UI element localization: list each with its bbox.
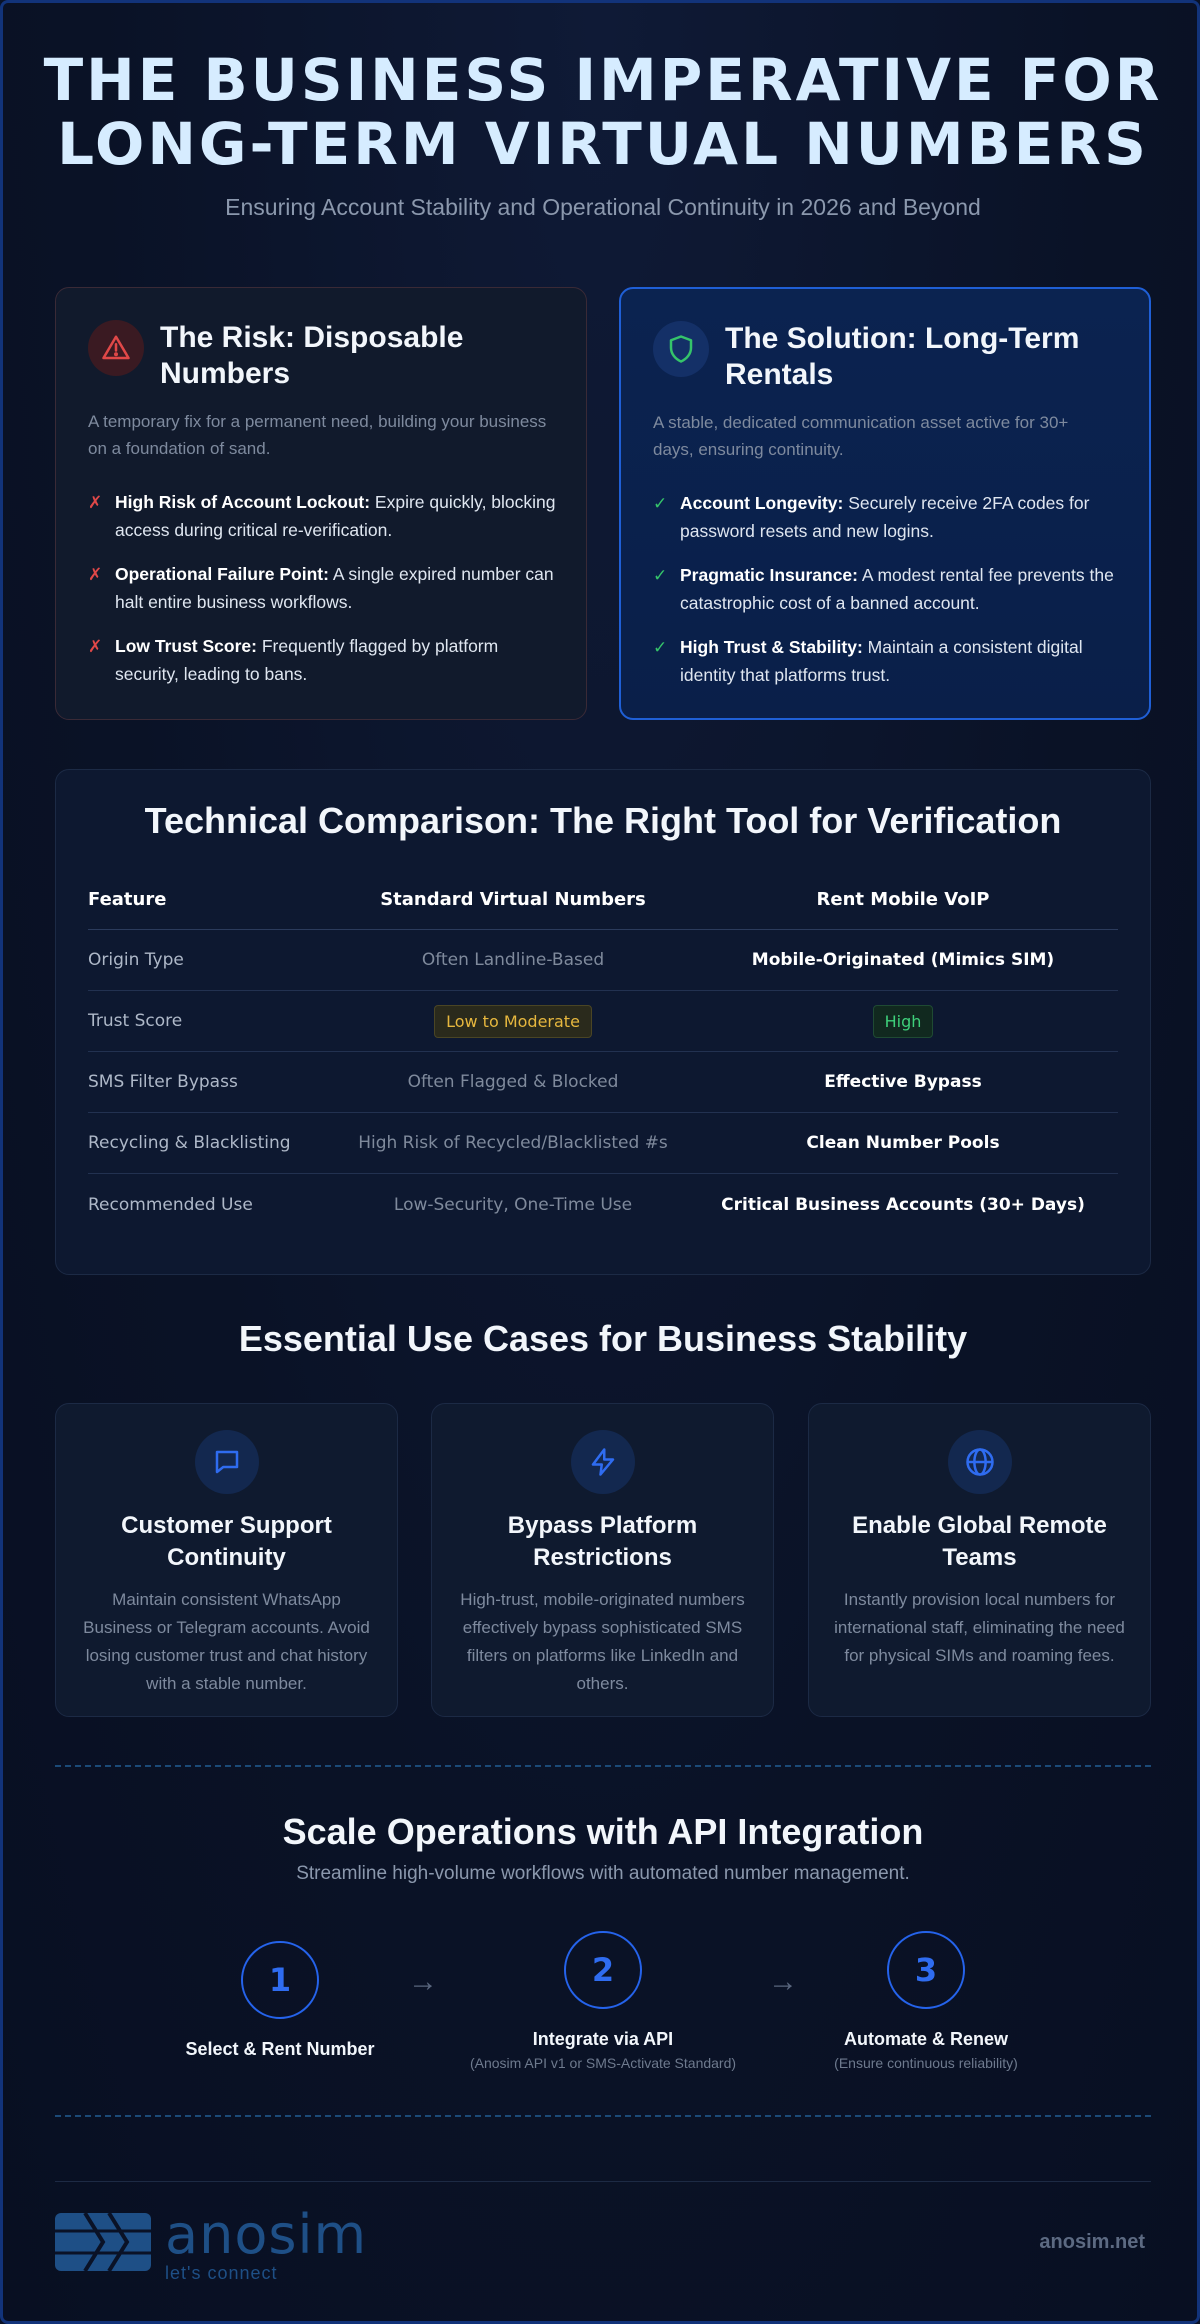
use-case-text: Instantly provision local numbers for international staff, eliminating the need for physical SIMs and roaming fees. [834, 1590, 1125, 1665]
cell-feature: Recommended Use [88, 1194, 253, 1215]
chat-bubble-icon [195, 1430, 259, 1494]
check-mark-icon: ✓ [653, 638, 668, 657]
step-label: Integrate via API [532, 2029, 674, 2049]
table-row [88, 1174, 1118, 1235]
api-step [443, 1931, 763, 2071]
use-case-card [55, 1403, 398, 1717]
step-number: 1 [241, 1941, 319, 2019]
solution-card [619, 287, 1151, 720]
page-subtitle: Ensuring Account Stability and Operational Continuity in 2026 and Beyond [225, 194, 981, 220]
logo-mark-icon [55, 2211, 151, 2273]
cell-rent [688, 1005, 1118, 1038]
cell-rent: Clean Number Pools [806, 1133, 1000, 1153]
x-mark-icon: ✗ [88, 565, 103, 584]
arrow-right-icon: → [768, 1965, 798, 1998]
use-cases-title: Essential Use Cases for Business Stability [238, 1318, 968, 1359]
x-mark-icon: ✗ [88, 637, 103, 656]
check-mark-icon: ✓ [653, 494, 668, 513]
use-case-text: High-trust, mobile-originated numbers effectively bypass sophisticated SMS filters on platforms like LinkedIn and others. [460, 1590, 745, 1693]
risk-description: A temporary fix for a permanent need, building your business on a foundation of sand. [88, 412, 547, 458]
comparison-title: Technical Comparison: The Right Tool for Verification [144, 800, 1062, 841]
x-mark-icon: ✗ [88, 493, 103, 512]
risk-card [55, 287, 587, 720]
section-divider [55, 1765, 1151, 1767]
table-header-row [88, 870, 1118, 930]
step-label: Select & Rent Number [185, 2039, 375, 2059]
solution-item [653, 561, 1123, 617]
solution-item-text: A modest rental fee prevents the catastrophic cost of a banned account. [680, 565, 1114, 613]
step-label: Automate & Renew [843, 2029, 1009, 2049]
api-title: Scale Operations with API Integration [282, 1811, 924, 1852]
use-case-card [808, 1403, 1151, 1717]
solution-title: The Solution: Long-Term Rentals [725, 322, 1080, 391]
globe-icon [948, 1430, 1012, 1494]
shield-icon [653, 321, 709, 377]
table-row [88, 930, 1118, 991]
cell-feature: Origin Type [88, 950, 184, 970]
footer-divider [55, 2181, 1151, 2182]
table-row [88, 1052, 1118, 1113]
trust-badge-high: High [873, 1005, 934, 1038]
risk-item-heading: Operational Failure Point: [115, 564, 329, 584]
title-line-1: THE BUSINESS IMPERATIVE FOR [43, 46, 1163, 114]
brand-logo[interactable] [55, 2203, 368, 2284]
risk-item [88, 488, 558, 544]
api-step [766, 1931, 1086, 2071]
cell-feature: SMS Filter Bypass [88, 1072, 238, 1092]
use-case-text: Maintain consistent WhatsApp Business or Telegram accounts. Avoid losing customer trust and chat history with a stable number. [83, 1590, 370, 1693]
solution-item [653, 489, 1123, 545]
risk-item [88, 632, 558, 688]
cell-rent: Mobile-Originated (Mimics SIM) [751, 950, 1055, 970]
api-step [120, 1941, 440, 2060]
risk-item-text: Frequently flagged by platform security, leading to bans. [115, 636, 499, 684]
risk-list [88, 488, 558, 704]
comparison-table [88, 870, 1118, 1235]
warning-triangle-icon [88, 320, 144, 376]
arrow-right-icon: → [408, 1965, 438, 1998]
cell-feature: Trust Score [88, 1011, 183, 1031]
risk-item-heading: Low Trust Score: [115, 636, 257, 656]
step-number: 3 [887, 1931, 965, 2009]
use-case-title: Customer Support Continuity [121, 1512, 332, 1571]
step-note: (Anosim API v1 or SMS-Activate Standard) [469, 2055, 737, 2071]
cell-feature: Recycling & Blacklisting [88, 1133, 291, 1153]
header-rent: Rent Mobile VoIP [816, 889, 990, 910]
comparison-section [55, 769, 1151, 1275]
solution-item [653, 633, 1123, 689]
solution-item-heading: Pragmatic Insurance: [680, 565, 858, 585]
solution-item-heading: Account Longevity: [680, 493, 844, 513]
risk-item-text: Expire quickly, blocking access during critical re-verification. [115, 492, 556, 540]
risk-item-heading: High Risk of Account Lockout: [115, 492, 371, 512]
solution-item-text: Maintain a consistent digital identity that platforms trust. [680, 637, 1083, 685]
step-number: 2 [564, 1931, 642, 2009]
header-standard: Standard Virtual Numbers [380, 889, 646, 910]
site-link[interactable]: anosim.net [1039, 2231, 1145, 2253]
trust-badge-low: Low to Moderate [434, 1005, 592, 1038]
brand-name: anosim [165, 2203, 368, 2266]
header-feature: Feature [88, 889, 167, 910]
brand-wordmark [165, 2203, 368, 2284]
use-case-title: Enable Global Remote Teams [852, 1512, 1107, 1571]
section-divider [55, 2115, 1151, 2117]
risk-title: The Risk: Disposable Numbers [160, 321, 464, 390]
cell-standard: Often Flagged & Blocked [407, 1072, 619, 1092]
cell-rent: Critical Business Accounts (30+ Days) [721, 1194, 1085, 1215]
use-case-title: Bypass Platform Restrictions [507, 1512, 698, 1571]
solution-list [653, 489, 1123, 705]
title-line-2: LONG-TERM VIRTUAL NUMBERS [57, 110, 1149, 178]
cell-standard [338, 1005, 688, 1038]
solution-item-text: Securely receive 2FA codes for password resets and new logins. [680, 493, 1090, 541]
table-row [88, 1113, 1118, 1174]
solution-item-heading: High Trust & Stability: [680, 637, 863, 657]
cell-standard: Low-Security, One-Time Use [393, 1194, 633, 1215]
cell-rent: Effective Bypass [824, 1072, 982, 1092]
risk-item-text: A single expired number can halt entire business workflows. [115, 564, 554, 612]
use-case-card [431, 1403, 774, 1717]
step-note: (Ensure continuous reliability) [834, 2055, 1018, 2071]
cell-standard: Often Landline-Based [421, 950, 605, 970]
solution-description: A stable, dedicated communication asset active for 30+ days, ensuring continuity. [653, 413, 1069, 459]
lightning-icon [571, 1430, 635, 1494]
hero-header [3, 48, 1200, 221]
table-row [88, 991, 1118, 1052]
api-subtitle: Streamline high-volume workflows with automated number management. [296, 1863, 910, 1884]
check-mark-icon: ✓ [653, 566, 668, 585]
risk-item [88, 560, 558, 616]
cell-standard: High Risk of Recycled/Blacklisted #s [358, 1133, 668, 1153]
brand-tagline: let's connect [165, 2263, 278, 2283]
page-title [3, 48, 1200, 176]
